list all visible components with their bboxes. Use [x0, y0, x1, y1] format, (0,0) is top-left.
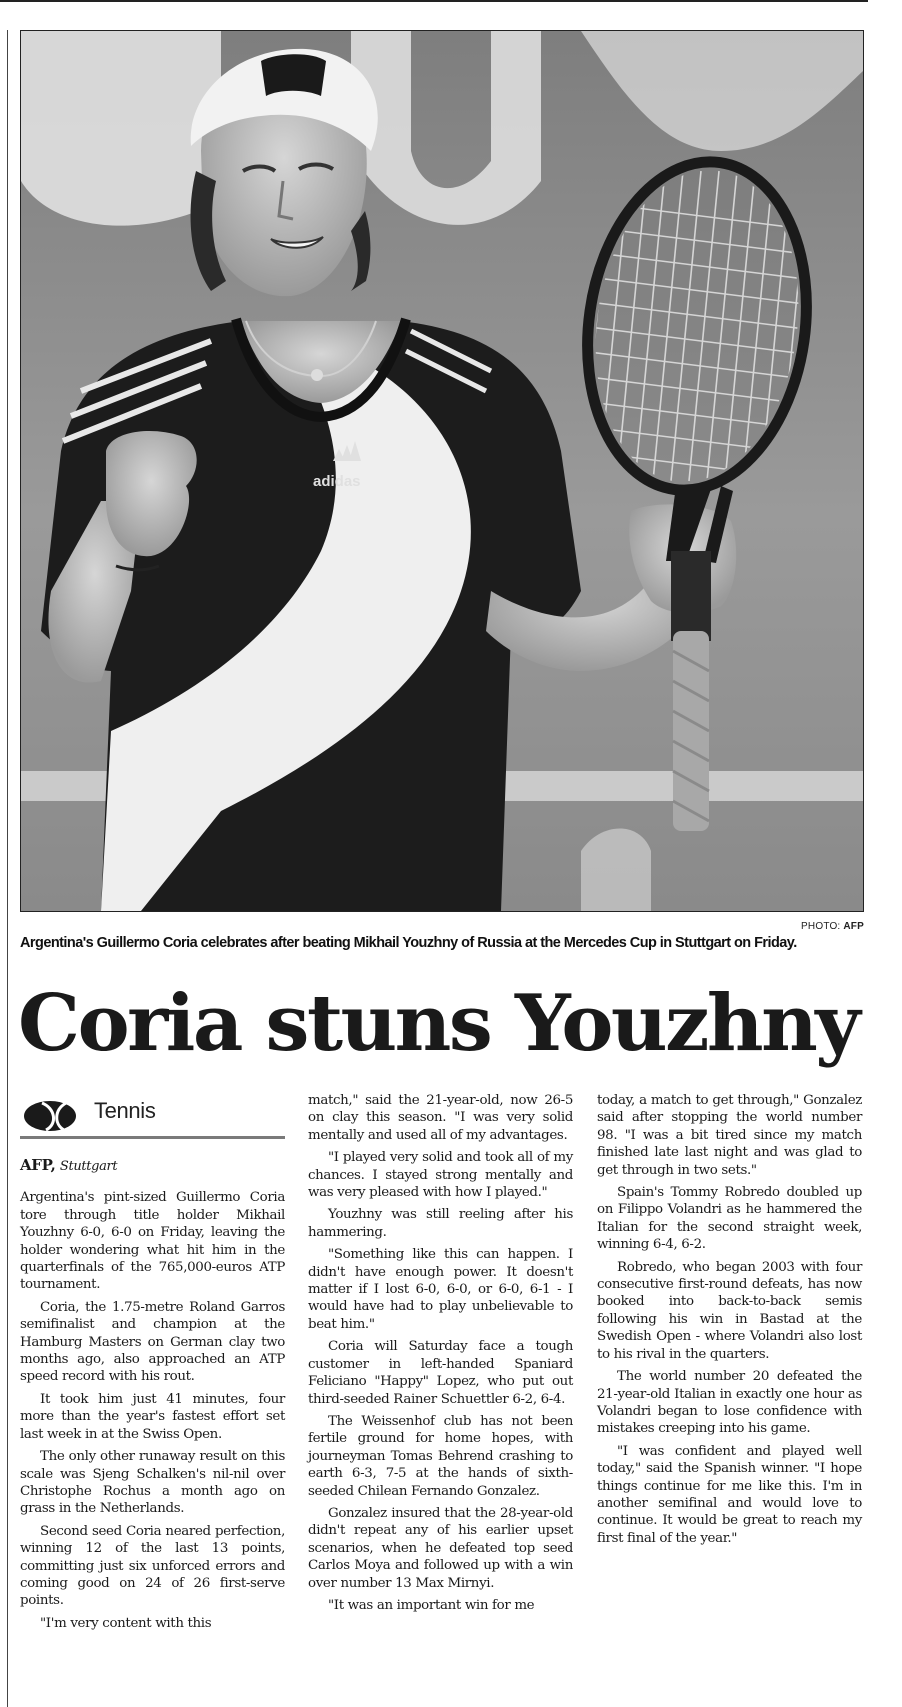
paragraph: Second seed Coria neared perfection, winning 12 of the last 13 points, committing just six unforced errors and coming good on 24 of 26 first-serve points.: [20, 1523, 285, 1609]
shirt-logo: adidas: [313, 473, 361, 490]
byline-agency: AFP,: [20, 1156, 56, 1174]
byline: [20, 1157, 285, 1175]
paragraph: The Weissenhof club has not been fertile ground for home hopes, with journeyman Tomas Behrend crashing to earth 6-3, 7-5 at the hands of sixth-seeded Chilean Fernando Gonzalez.: [308, 1413, 573, 1499]
paragraph: Gonzalez insured that the 28-year-old didn't repeat any of his earlier upset scenarios, when he defeated top seed Carlos Moya and followed up with a win over number 13 Max Mirnyi.: [308, 1505, 573, 1591]
photo-credit: [801, 921, 864, 932]
article-column-3: [597, 1092, 862, 1552]
tennis-ball-icon: [20, 1100, 86, 1132]
section-label: Tennis: [94, 1098, 156, 1123]
byline-location: Stuttgart: [59, 1159, 118, 1174]
paragraph: Youzhny was still reeling after his hammering.: [308, 1207, 573, 1240]
top-rule: [0, 0, 868, 2]
paragraph: The only other runaway result on this scale was Sjeng Schalken's nil-nil over Christophe Rochus a month ago on grass in the Netherlands.: [20, 1449, 285, 1517]
paragraph: "I'm very content with this: [40, 1615, 212, 1631]
paragraph: Coria, the 1.75-metre Roland Garros semifinalist and champion at the Hamburg Masters on German clay two months ago, also approached an ATP speed record with his rout.: [20, 1299, 285, 1385]
paragraph: "Something like this can happen. I didn't have enough power. It doesn't matter if I lost 6-0, 6-0, or 6-0, 6-1 - I would have had to play unbelievable to beat him.": [308, 1247, 573, 1332]
photo-credit-source: AFP: [843, 921, 864, 932]
paragraph: "I played very solid and took all of my chances. I stayed strong mentally and was very pleased with how I played.": [308, 1150, 573, 1201]
news-photo: [20, 30, 864, 912]
paragraph: It took him just 41 minutes, four more than the year's fastest effort set last week in at the Swiss Open.: [20, 1391, 285, 1442]
paragraph: today, a match to get through," Gonzalez said after stopping the world number 98. "I was a bit tired since my match finished late last night and was glad to get through in two sets.": [597, 1093, 862, 1178]
paragraph: Argentina's pint-sized Guillermo Coria tore through title holder Mikhail Youzhny 6-0, 6-0 on Friday, leaving the holder wondering what hit him in the quarterfinals of the 765,000-euros ATP tournament.: [20, 1190, 285, 1293]
photo-credit-label: PHOTO:: [801, 921, 841, 932]
section-tag: [20, 1096, 285, 1139]
paragraph: Coria will Saturday face a tough customer in left-handed Spaniard Feliciano "Happy" Lopez, who put out third-seeded Rainer Schuettler 6-2, 6-4.: [308, 1339, 573, 1407]
paragraph: The world number 20 defeated the 21-year-old Italian in exactly one hour as Volandri began to lose confidence with mistakes creeping into his game.: [597, 1369, 862, 1437]
article-column-2: [308, 1092, 573, 1619]
paragraph: "I was confident and played well today," said the Spanish winner. "I hope things continue for me like this. I'm in another semifinal and would love to continue. It would be great to reach my first final of the year.": [597, 1443, 862, 1546]
left-column-rule: [7, 30, 8, 1707]
article-column-1: [20, 1096, 285, 1637]
tennis-player-photo: [21, 31, 863, 911]
paragraph: match," said the 21-year-old, now 26-5 on clay this season. "I was very solid mentally and used all of my advantages.: [308, 1093, 573, 1143]
paragraph: Spain's Tommy Robredo doubled up on Filippo Volandri as he hammered the Italian for the second straight week, winning 6-4, 6-2.: [597, 1185, 862, 1253]
headline: Coria stuns Youzhny: [18, 978, 859, 1069]
photo-caption: Argentina's Guillermo Coria celebrates after beating Mikhail Youzhny of Russia at the Mercedes Cup in Stuttgart on Friday.: [20, 935, 797, 951]
paragraph: "It was an important win for me: [328, 1597, 535, 1613]
paragraph: Robredo, who began 2003 with four consecutive first-round defeats, has now booked into back-to-back semis following his win in Bastad at the Swedish Open - where Volandri also lost to his rival in the quarters.: [597, 1259, 862, 1362]
